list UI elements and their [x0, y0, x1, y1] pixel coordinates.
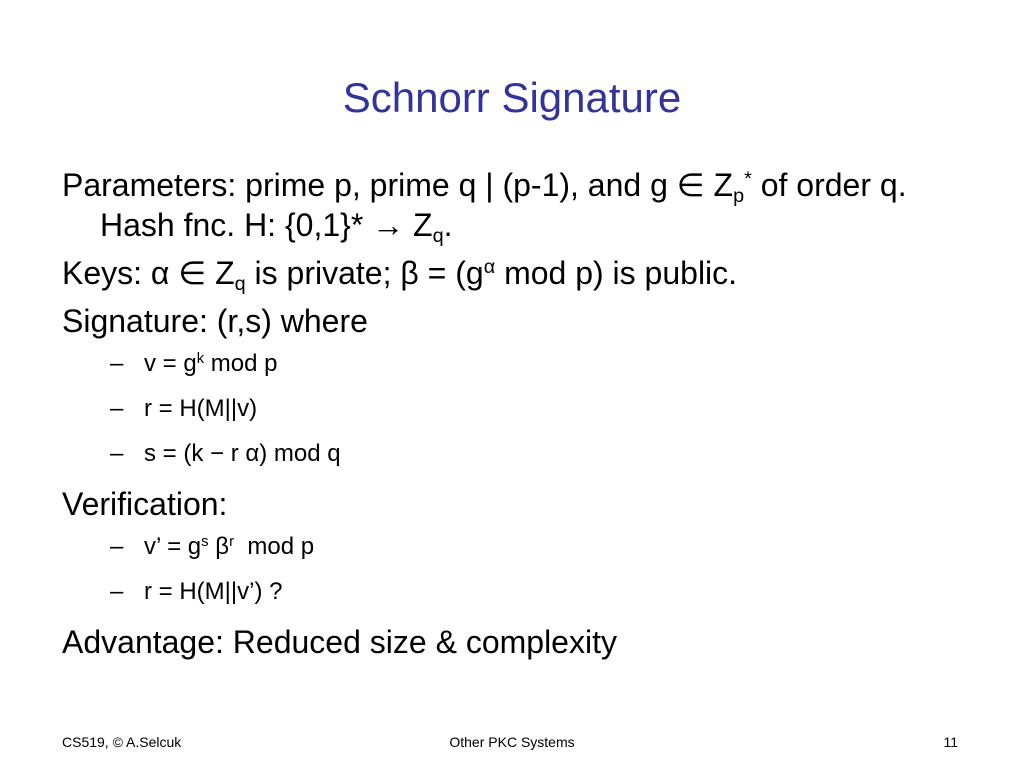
verification-bullet: Verification: [62, 486, 228, 522]
signature-bullet: Signature: (r,s) where [62, 303, 368, 339]
signature-s-item: – s = (k − r α) mod q [110, 440, 341, 467]
signature-r-item: – r = H(M||v) [110, 395, 258, 422]
advantage-bullet: Advantage: Reduced size & complexity [62, 624, 617, 660]
arrow-symbol: → [372, 207, 405, 243]
signature-v-item: – $v = g^k$ mod p [110, 350, 278, 377]
verification-v-item: – v’ = $g^s$ $\beta^r$ mod p [110, 533, 315, 560]
page-number: 11 [943, 734, 958, 750]
footer-author: CS519, © A.Selcuk [62, 734, 182, 750]
slide-body [62, 165, 982, 670]
element-of-symbol: ∈ [178, 255, 207, 291]
verification-r-item: – r = H(M||v’) ? [110, 578, 283, 605]
footer-topic: Other PKC Systems [449, 734, 575, 750]
slide-title: Schnorr Signature [342, 74, 682, 121]
parameters-bullet: Parameters: prime p, prime q | (p-1), and g ∈ $Z_p^*$ of order q. Hash fnc. H: $\{0,1\}* \to Z_q$. [62, 167, 907, 247]
element-of-symbol: ∈ [676, 167, 705, 203]
keys-bullet: Keys: α ∈ $Z_q$ is private; $\beta = (g^\alpha$ mod p) is public. [62, 255, 738, 295]
